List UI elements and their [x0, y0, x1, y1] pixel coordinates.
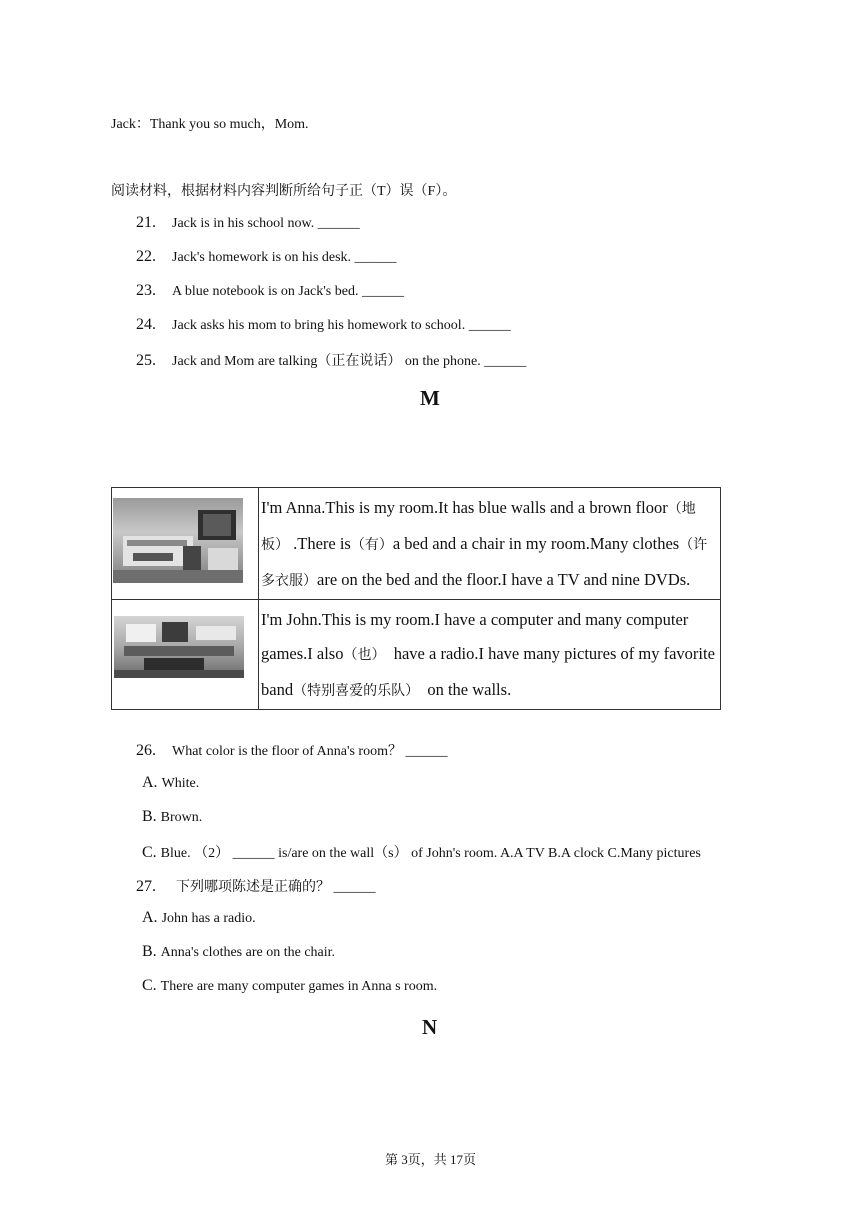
tf-question	[136, 282, 404, 300]
option-text: There are many computer games in Anna s room.	[160, 979, 438, 994]
option-text: Brown.	[160, 810, 203, 825]
question-text: Jack and Mom are talking	[172, 354, 318, 369]
anna-room-photo	[113, 498, 243, 583]
section-heading-m: M	[420, 386, 440, 410]
tf-question	[136, 350, 526, 370]
option-letter: A.	[142, 909, 158, 926]
question-number: 26.	[136, 742, 156, 759]
question-text: 下列哪项陈述是正确的？ ______	[176, 880, 376, 895]
anna-text-1: I'm Anna.This is my room.It has blue walls and a brown floor	[261, 498, 668, 517]
anna-text-4: are on the bed and the floor.I have a TV and nine DVDs.	[317, 570, 691, 589]
option-letter: C.	[142, 977, 157, 994]
john-gloss-also: （也）	[343, 648, 386, 663]
instruction-text: 阅读材料，根据材料内容判断所给句子正（T）误（F）。	[111, 184, 457, 199]
question-number: 23.	[136, 282, 156, 299]
question-26	[136, 740, 447, 760]
table-row-anna	[112, 488, 721, 600]
option-item	[142, 808, 202, 826]
question-number: 27.	[136, 878, 156, 895]
anna-gloss-there-is: （有）	[350, 538, 393, 553]
option-text: John has a radio.	[161, 911, 256, 926]
option-text: Blue. （2） ______ is/are on the wall（s） of John's room. A.A TV B.A clock C.Many pictures	[160, 846, 701, 861]
tf-question	[136, 214, 360, 232]
anna-room-photo-cell	[112, 488, 259, 600]
question-number: 22.	[136, 248, 156, 265]
anna-gloss-clothes: （许多衣服）	[261, 538, 708, 589]
table-row-john	[112, 600, 721, 710]
option-text: Anna's clothes are on the chair.	[160, 945, 336, 960]
anna-text-2: .There is	[289, 534, 351, 553]
question-text-end: on the phone. ______	[401, 354, 527, 369]
john-room-photo	[114, 616, 244, 678]
john-description	[259, 600, 721, 710]
option-item	[142, 842, 701, 862]
dialogue-line: Jack：Thank you so much，Mom.	[111, 117, 309, 132]
option-letter: A.	[142, 774, 158, 791]
john-text-1: I'm John.This is my room.I have a computer and many computer games.I also	[261, 610, 689, 663]
option-item	[142, 774, 199, 792]
option-text: White.	[161, 776, 200, 791]
question-text: Jack is in his school now. ______	[172, 216, 360, 231]
section-heading-n: N	[422, 1015, 438, 1039]
john-gloss-band: （特别喜爱的乐队）	[293, 684, 420, 699]
john-text-2: have a radio.I have many pictures of my favorite band	[261, 644, 720, 699]
option-item	[142, 909, 256, 927]
rooms-table	[111, 487, 721, 710]
question-text-cn: （正在说话）	[317, 354, 402, 369]
anna-text-3: a bed and a chair in my room.Many clothes	[392, 534, 680, 553]
question-number: 21.	[136, 214, 156, 231]
option-letter: B.	[142, 808, 157, 825]
question-number: 25.	[136, 352, 156, 369]
question-text: Jack asks his mom to bring his homework to school. ______	[172, 318, 511, 333]
question-text: What color is the floor of Anna's room？ ______	[172, 744, 448, 759]
question-text: Jack's homework is on his desk. ______	[172, 250, 397, 265]
option-item	[142, 943, 335, 961]
question-number: 24.	[136, 316, 156, 333]
question-27	[136, 876, 376, 896]
tf-question	[136, 248, 397, 266]
question-text: A blue notebook is on Jack's bed. ______	[172, 284, 404, 299]
anna-gloss-floor: （地板）	[261, 502, 696, 553]
option-item	[142, 977, 437, 995]
option-letter: B.	[142, 943, 157, 960]
john-room-photo-cell	[112, 600, 259, 710]
page-footer: 第 3页，共 17页	[385, 1152, 477, 1167]
option-letter: C.	[142, 844, 157, 861]
john-text-3: on the walls.	[419, 680, 512, 699]
tf-question	[136, 316, 511, 334]
anna-description	[259, 488, 721, 600]
